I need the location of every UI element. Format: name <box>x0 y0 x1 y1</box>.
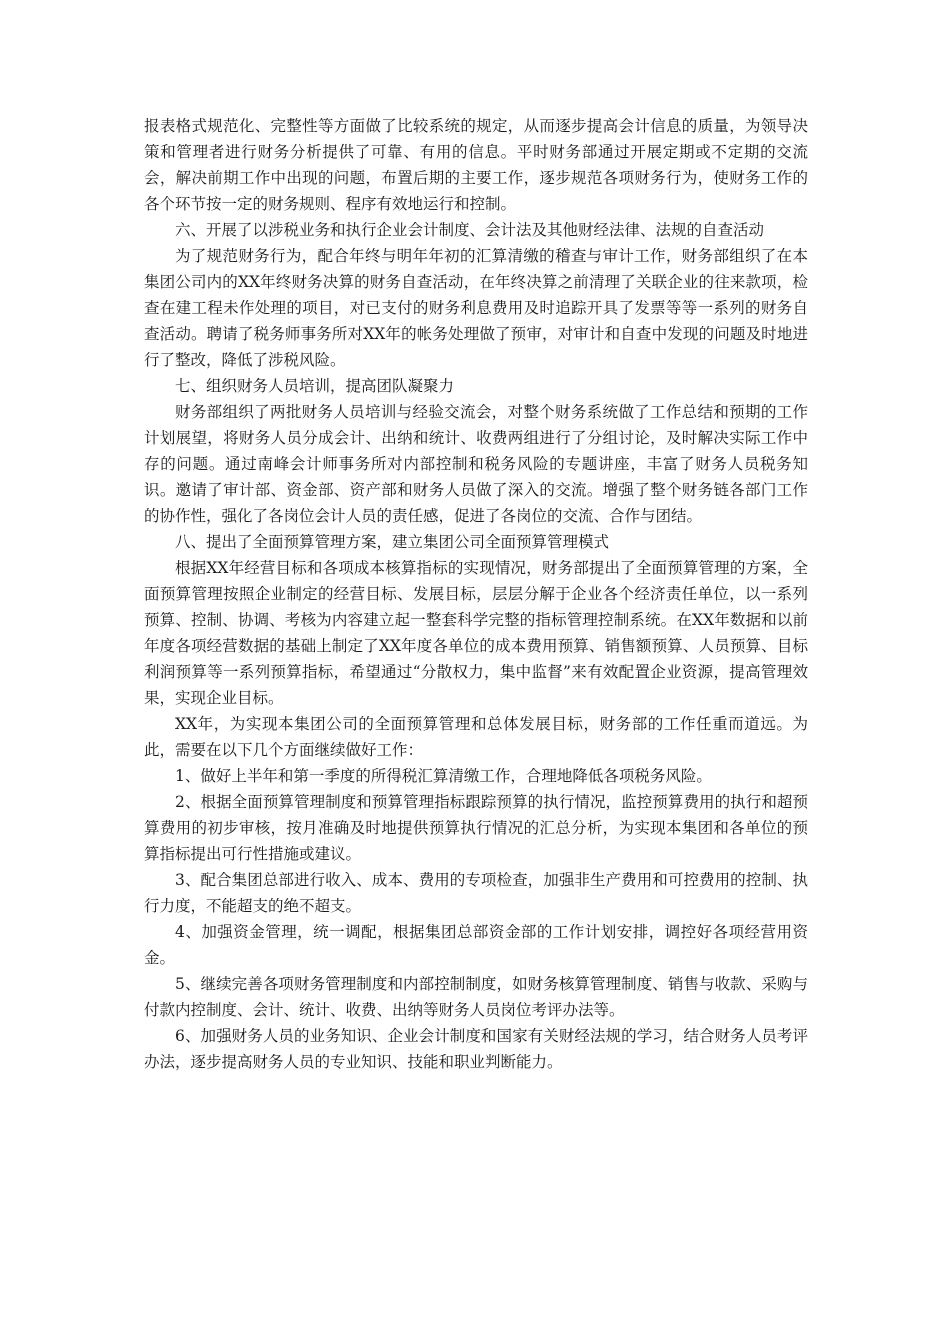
list-item-1: 1、做好上半年和第一季度的所得税汇算清缴工作，合理地降低各项税务风险。 <box>175 767 712 785</box>
paragraph-continuation: 报表格式规范化、完整性等方面做了比较系统的规定，从而逐步提高会计信息的质量，为领导决策和管理者进行财务分析提供了可靠、有用的信息。平时财务部通过开展定期或不定期的交流会，解决前期工作中出现的问题，布置后期的主要工作，逐步规范各项财务行为，使财务工作的各个环节按一定的财务规则、程序有效地运行和控制。 <box>144 117 808 213</box>
section-heading-6: 六、开展了以涉税业务和执行企业会计制度、会计法及其他财经法律、法规的自查活动 <box>175 221 765 239</box>
list-item-2: 2、根据全面预算管理制度和预算管理指标跟踪预算的执行情况，监控预算费用的执行和超预算费用的初步审核，按月准确及时地提供预算执行情况的汇总分析，为实现本集团和各单位的预算指标提出可行性措施或建议。 <box>144 793 808 863</box>
list-item-5: 5、继续完善各项财务管理制度和内部控制制度，如财务核算管理制度、销售与收款、采购与付款内控制度、会计、统计、收费、出纳等财务人员岗位考评办法等。 <box>144 975 808 1019</box>
list-item-4: 4、加强资金管理，统一调配，根据集团总部资金部的工作计划安排，调控好各项经营用资金。 <box>144 923 808 967</box>
paragraph-self-audit: 为了规范财务行为，配合年终与明年年初的汇算清缴的稽查与审计工作，财务部组织了在本集团公司内的XX年终财务决算的财务自查活动，在年终决算之前清理了关联企业的往来款项，检查在建工程未作处理的项目，对已支付的财务利息费用及时追踪开具了发票等等一系列的财务自查活动。聘请了税务师事务所对XX年的帐务处理做了预审，对审计和自查中发现的问题及时地进行了整改，降低了涉税风险。 <box>144 247 808 369</box>
document-body <box>144 113 808 1075</box>
list-item-3: 3、配合集团总部进行收入、成本、费用的专项检查，加强非生产费用和可控费用的控制、执行力度，不能超支的绝不超支。 <box>144 871 808 915</box>
section-heading-8: 八、提出了全面预算管理方案，建立集团公司全面预算管理模式 <box>175 533 610 551</box>
paragraph-budget: 根据XX年经营目标和各项成本核算指标的实现情况，财务部提出了全面预算管理的方案，全面预算管理按照企业制定的经营目标、发展目标，层层分解于企业各个经济责任单位，以一系列预算、控制、协调、考核为内容建立起一整套科学完整的指标管理控制系统。在XX年数据和以前年度各项经营数据的基础上制定了XX年度各单位的成本费用预算、销售额预算、人员预算、目标利润预算等一系列预算指标，希望通过“分散权力，集中监督”来有效配置企业资源，提高管理效果，实现企业目标。 <box>144 559 808 707</box>
section-heading-7: 七、组织财务人员培训，提高团队凝聚力 <box>175 377 455 395</box>
paragraph-training: 财务部组织了两批财务人员培训与经验交流会，对整个财务系统做了工作总结和预期的工作计划展望，将财务人员分成会计、出纳和统计、收费两组进行了分组讨论，及时解决实际工作中存的问题。通过南峰会计师事务所对内部控制和税务风险的专题讲座，丰富了财务人员税务知识。邀请了审计部、资金部、资产部和财务人员做了深入的交流。增强了整个财务链各部门工作的协作性，强化了各岗位会计人员的责任感，促进了各岗位的交流、合作与团结。 <box>144 403 808 525</box>
list-item-6: 6、加强财务人员的业务知识、企业会计制度和国家有关财经法规的学习，结合财务人员考评办法，逐步提高财务人员的专业知识、技能和职业判断能力。 <box>144 1027 808 1071</box>
paragraph-plan-intro: XX年，为实现本集团公司的全面预算管理和总体发展目标，财务部的工作任重而道远。为此，需要在以下几个方面继续做好工作： <box>144 715 808 759</box>
